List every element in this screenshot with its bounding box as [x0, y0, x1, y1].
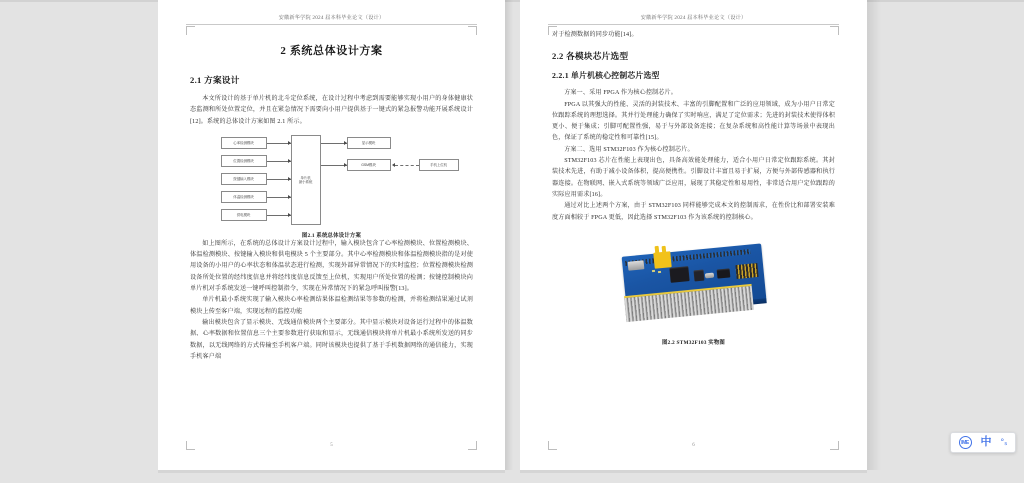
- header-rule: [186, 24, 477, 25]
- stm32-board-photo: [614, 234, 774, 334]
- micro-usb-connector: [627, 260, 644, 270]
- document-page-5[interactable]: [158, 0, 505, 470]
- paragraph: 输出模块包含了显示模块、无线通信模块两个主要部分。其中显示模块对设备运行过程中的体温数据、心率数据和位置信息三个主要参数进行获取和显示，无线通信模块将单片机最小系统所发送的同步数据，以无线网络的方式传输至手机客户端。同时该模块也提供了基于手机数据网络的通信能力，实现手机客户端: [190, 319, 473, 360]
- ime-floating-toolbar[interactable]: [950, 432, 1016, 453]
- block-diagram: [203, 135, 461, 227]
- diagram-block-mcu-core: [291, 135, 321, 225]
- section-title-2-2: 2.2 各模块芯片选型: [552, 51, 629, 62]
- diagram-block-display: 显示模块: [347, 137, 391, 149]
- diagram-block-temperature: 体温检测模块: [221, 191, 267, 203]
- boot-jumper-block: [653, 251, 671, 269]
- figure-2-2: [552, 234, 835, 346]
- paragraph: 方案二、选用 STM32F103 作为核心控制芯片。: [564, 146, 694, 153]
- ic-chip: [716, 268, 730, 278]
- paragraph: 通过对比上述两个方案，由于 STM32F103 同样能够完成本文的控制需求，在性价比和部署安装难度方面相较于 FPGA 更低，因此选择 STM32F103 作为该系统的控制核心。: [552, 203, 835, 221]
- page-bottom-shadow-right: [520, 470, 867, 473]
- paragraph: 本文所设计的基于单片机的北斗定位系统，在设计过程中考虑到需要能够实现小用户的身体健康状态监测和所处位置定位，并且在紧急情况下需要向小用户提供基于一键式的紧急报警功能开展系统设计[12]。系统的总体设计方案如图 2.1 所示。: [190, 96, 473, 125]
- stm32-mcu-chip: [669, 266, 689, 283]
- paragraph: 如上图所示，在系统的总体设计方案设计过程中，输入模块包含了心率检测模块、位置检测模块、体温检测模块、按键输入模块和供电模块 5 个主要部分。其中心率检测模块和体温检测模块指的是对使用设备的小用户的心率状态和体温状态进行检测，实现外部异常情况下的实时监控；位置检测模块检测设备所处位置的经纬度信息并将经纬度信息反馈至上位机，实现用户所处位置的检测；按键控制模块向单片机对手系统发送一键呼叫控制指令，实现在异常情况下的紧急呼叫报警[13]。: [190, 240, 473, 293]
- subsection-title-2-2-1: 2.2.1 单片机核心控制芯片选型: [552, 71, 660, 81]
- ime-language-mode-button[interactable]: 中: [980, 436, 992, 448]
- mcu-core-line-1: 单片机: [300, 175, 311, 180]
- diagram-dashed-connector: [395, 165, 419, 166]
- page-number: 5: [330, 443, 333, 448]
- diagram-block-position: 位置检测模块: [221, 155, 267, 167]
- page-number: 6: [692, 443, 695, 448]
- diagram-block-gsm: GSM模块: [347, 159, 391, 171]
- paragraph: STM32F103 芯片在性能上表现出色，具备高效能处理能力，适合小用户日常定位跟踪系统。其封装技术先进，有助于减小设备体积，提高便携性。引脚设计丰富且易于扩展，方便与外部传感器和执行器连接。在物联网、嵌入式系统等领域广泛应用，展现了其稳定性和易用性，非常适合用户定位跟踪的实际应用需求[16]。: [552, 158, 835, 198]
- ime-tools-icon[interactable]: °ₛ: [1000, 437, 1008, 447]
- paragraph: 单片机最小系统实现了输入模块心率检测结果体温检测结果等参数的检测，并将检测结果通过试剂模块上传至客户端，实现远程的监控功能: [190, 297, 473, 315]
- diagram-arrow: [392, 163, 395, 167]
- page-content: [190, 30, 473, 363]
- page-running-header: 安徽新华学院 2024 届本科毕业论文（设计）: [278, 15, 385, 21]
- diagram-block-power: 供电模块: [221, 209, 267, 221]
- figure-2-1-caption: 图2.1 系统总体设计方案: [301, 232, 362, 239]
- swd-header-pins: [735, 263, 758, 279]
- crystal-oscillator: [704, 272, 713, 278]
- figure-2-1: [190, 135, 473, 239]
- page-edge-shadow-right: [867, 0, 881, 470]
- chapter-title: 2 系统总体设计方案: [280, 45, 383, 57]
- page-running-header: 安徽新华学院 2024 届本科毕业论文（设计）: [640, 15, 747, 21]
- diagram-block-phone-host: 手机上位机: [419, 159, 459, 171]
- mcu-core-line-2: 最小系统: [298, 179, 313, 184]
- ime-logo-icon[interactable]: IME: [959, 436, 972, 449]
- diagram-block-key-input: 按键输入模块: [221, 173, 267, 185]
- header-rule: [548, 24, 839, 25]
- page-content: [552, 30, 835, 346]
- page-bottom-shadow-left: [158, 470, 505, 473]
- status-led: [657, 271, 660, 273]
- paragraph: FPGA 以其强大的性能、灵活的封装技术、丰富的引脚配置和广泛的应用领域，成为小用户日常定位跟踪系统的理想选择。其并行处理能力确保了实时响应，满足了定位需求；先进的封装技术使得体积更小、便于集成；引脚可配置性强，易于与外部设备连接；在复杂系统和高性能计算等场景中表现出色，保证了系统的稳定性和可靠性[15]。: [552, 101, 835, 142]
- diagram-block-heart-rate: 心率检测模块: [221, 137, 267, 149]
- page-edge-shadow-left: [505, 0, 520, 470]
- power-led: [651, 270, 654, 272]
- paragraph: 方案一、采用 FPGA 作为核心控制芯片。: [564, 90, 678, 97]
- section-title-2-1: 2.1 方案设计: [190, 75, 240, 85]
- continued-line: 对于检测数据的同步功能[14]。: [552, 32, 638, 38]
- figure-2-2-caption: 图2.2 STM32F103 实物图: [661, 339, 726, 346]
- ic-chip: [693, 269, 704, 281]
- document-page-6[interactable]: [520, 0, 867, 470]
